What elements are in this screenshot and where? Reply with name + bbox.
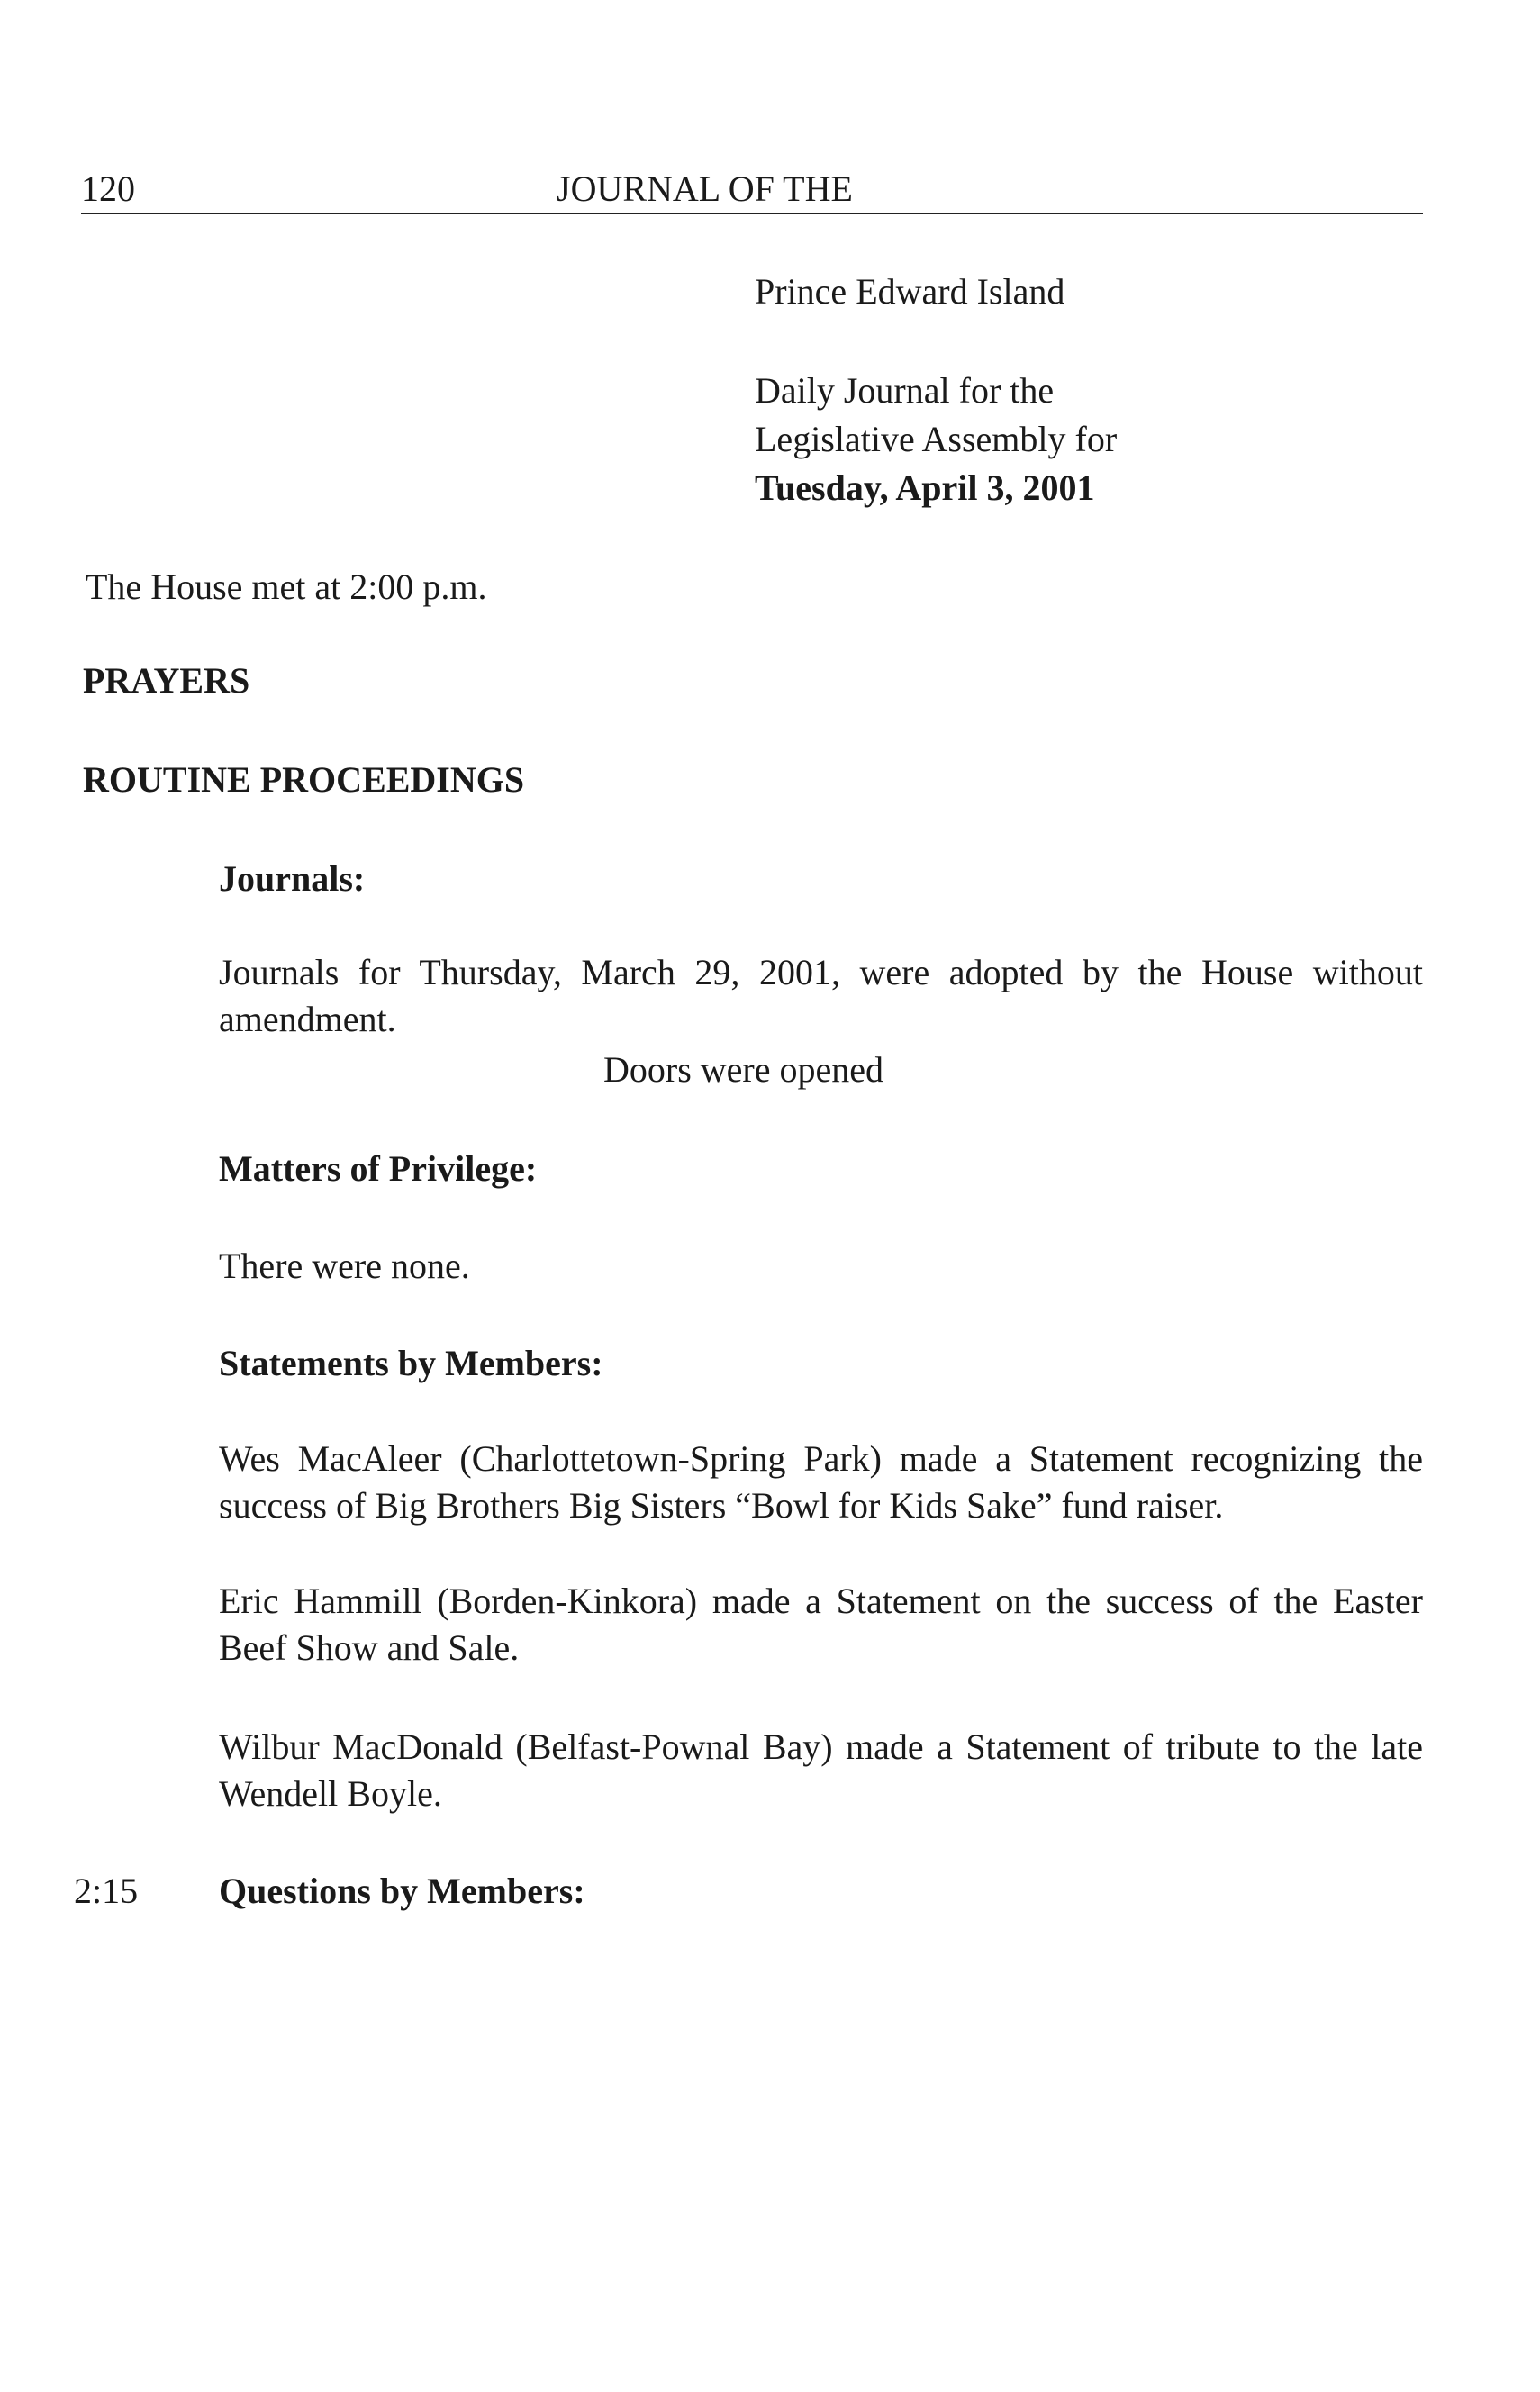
running-title: JOURNAL OF THE bbox=[557, 168, 853, 209]
house-met-text: The House met at 2:00 p.m. bbox=[86, 566, 487, 607]
routine-proceedings-heading: ROUTINE PROCEEDINGS bbox=[83, 759, 525, 800]
header-rule bbox=[81, 213, 1423, 214]
journal-title-line2: Legislative Assembly for bbox=[755, 419, 1118, 459]
prayers-heading: PRAYERS bbox=[83, 660, 250, 701]
questions-heading: Questions by Members: bbox=[219, 1871, 585, 1911]
province-title: Prince Edward Island bbox=[755, 271, 1065, 312]
privilege-heading: Matters of Privilege: bbox=[219, 1148, 538, 1189]
statement-item: Wes MacAleer (Charlottetown-Spring Park) made a Statement recognizing the success of Big Brothers Big Sisters “Bowl for Kids Sake” fund raiser. bbox=[219, 1438, 1423, 1526]
page-number: 120 bbox=[81, 168, 135, 209]
journal-title-line1: Daily Journal for the bbox=[755, 370, 1055, 411]
statements-heading: Statements by Members: bbox=[219, 1343, 603, 1383]
journals-heading: Journals: bbox=[219, 858, 366, 899]
journals-text: Journals for Thursday, March 29, 2001, were adopted by the House without amendment. bbox=[219, 952, 1423, 1039]
questions-time-marker: 2:15 bbox=[74, 1871, 139, 1911]
privilege-text: There were none. bbox=[219, 1246, 470, 1286]
statement-item: Eric Hammill (Borden-Kinkora) made a Statement on the success of the Easter Beef Show and Sale. bbox=[219, 1581, 1423, 1668]
journal-date: Tuesday, April 3, 2001 bbox=[755, 467, 1095, 508]
doors-opened-note: Doors were opened bbox=[603, 1049, 883, 1090]
statement-item: Wilbur MacDonald (Belfast-Pownal Bay) made a Statement of tribute to the late Wendell Boyle. bbox=[219, 1726, 1423, 1814]
